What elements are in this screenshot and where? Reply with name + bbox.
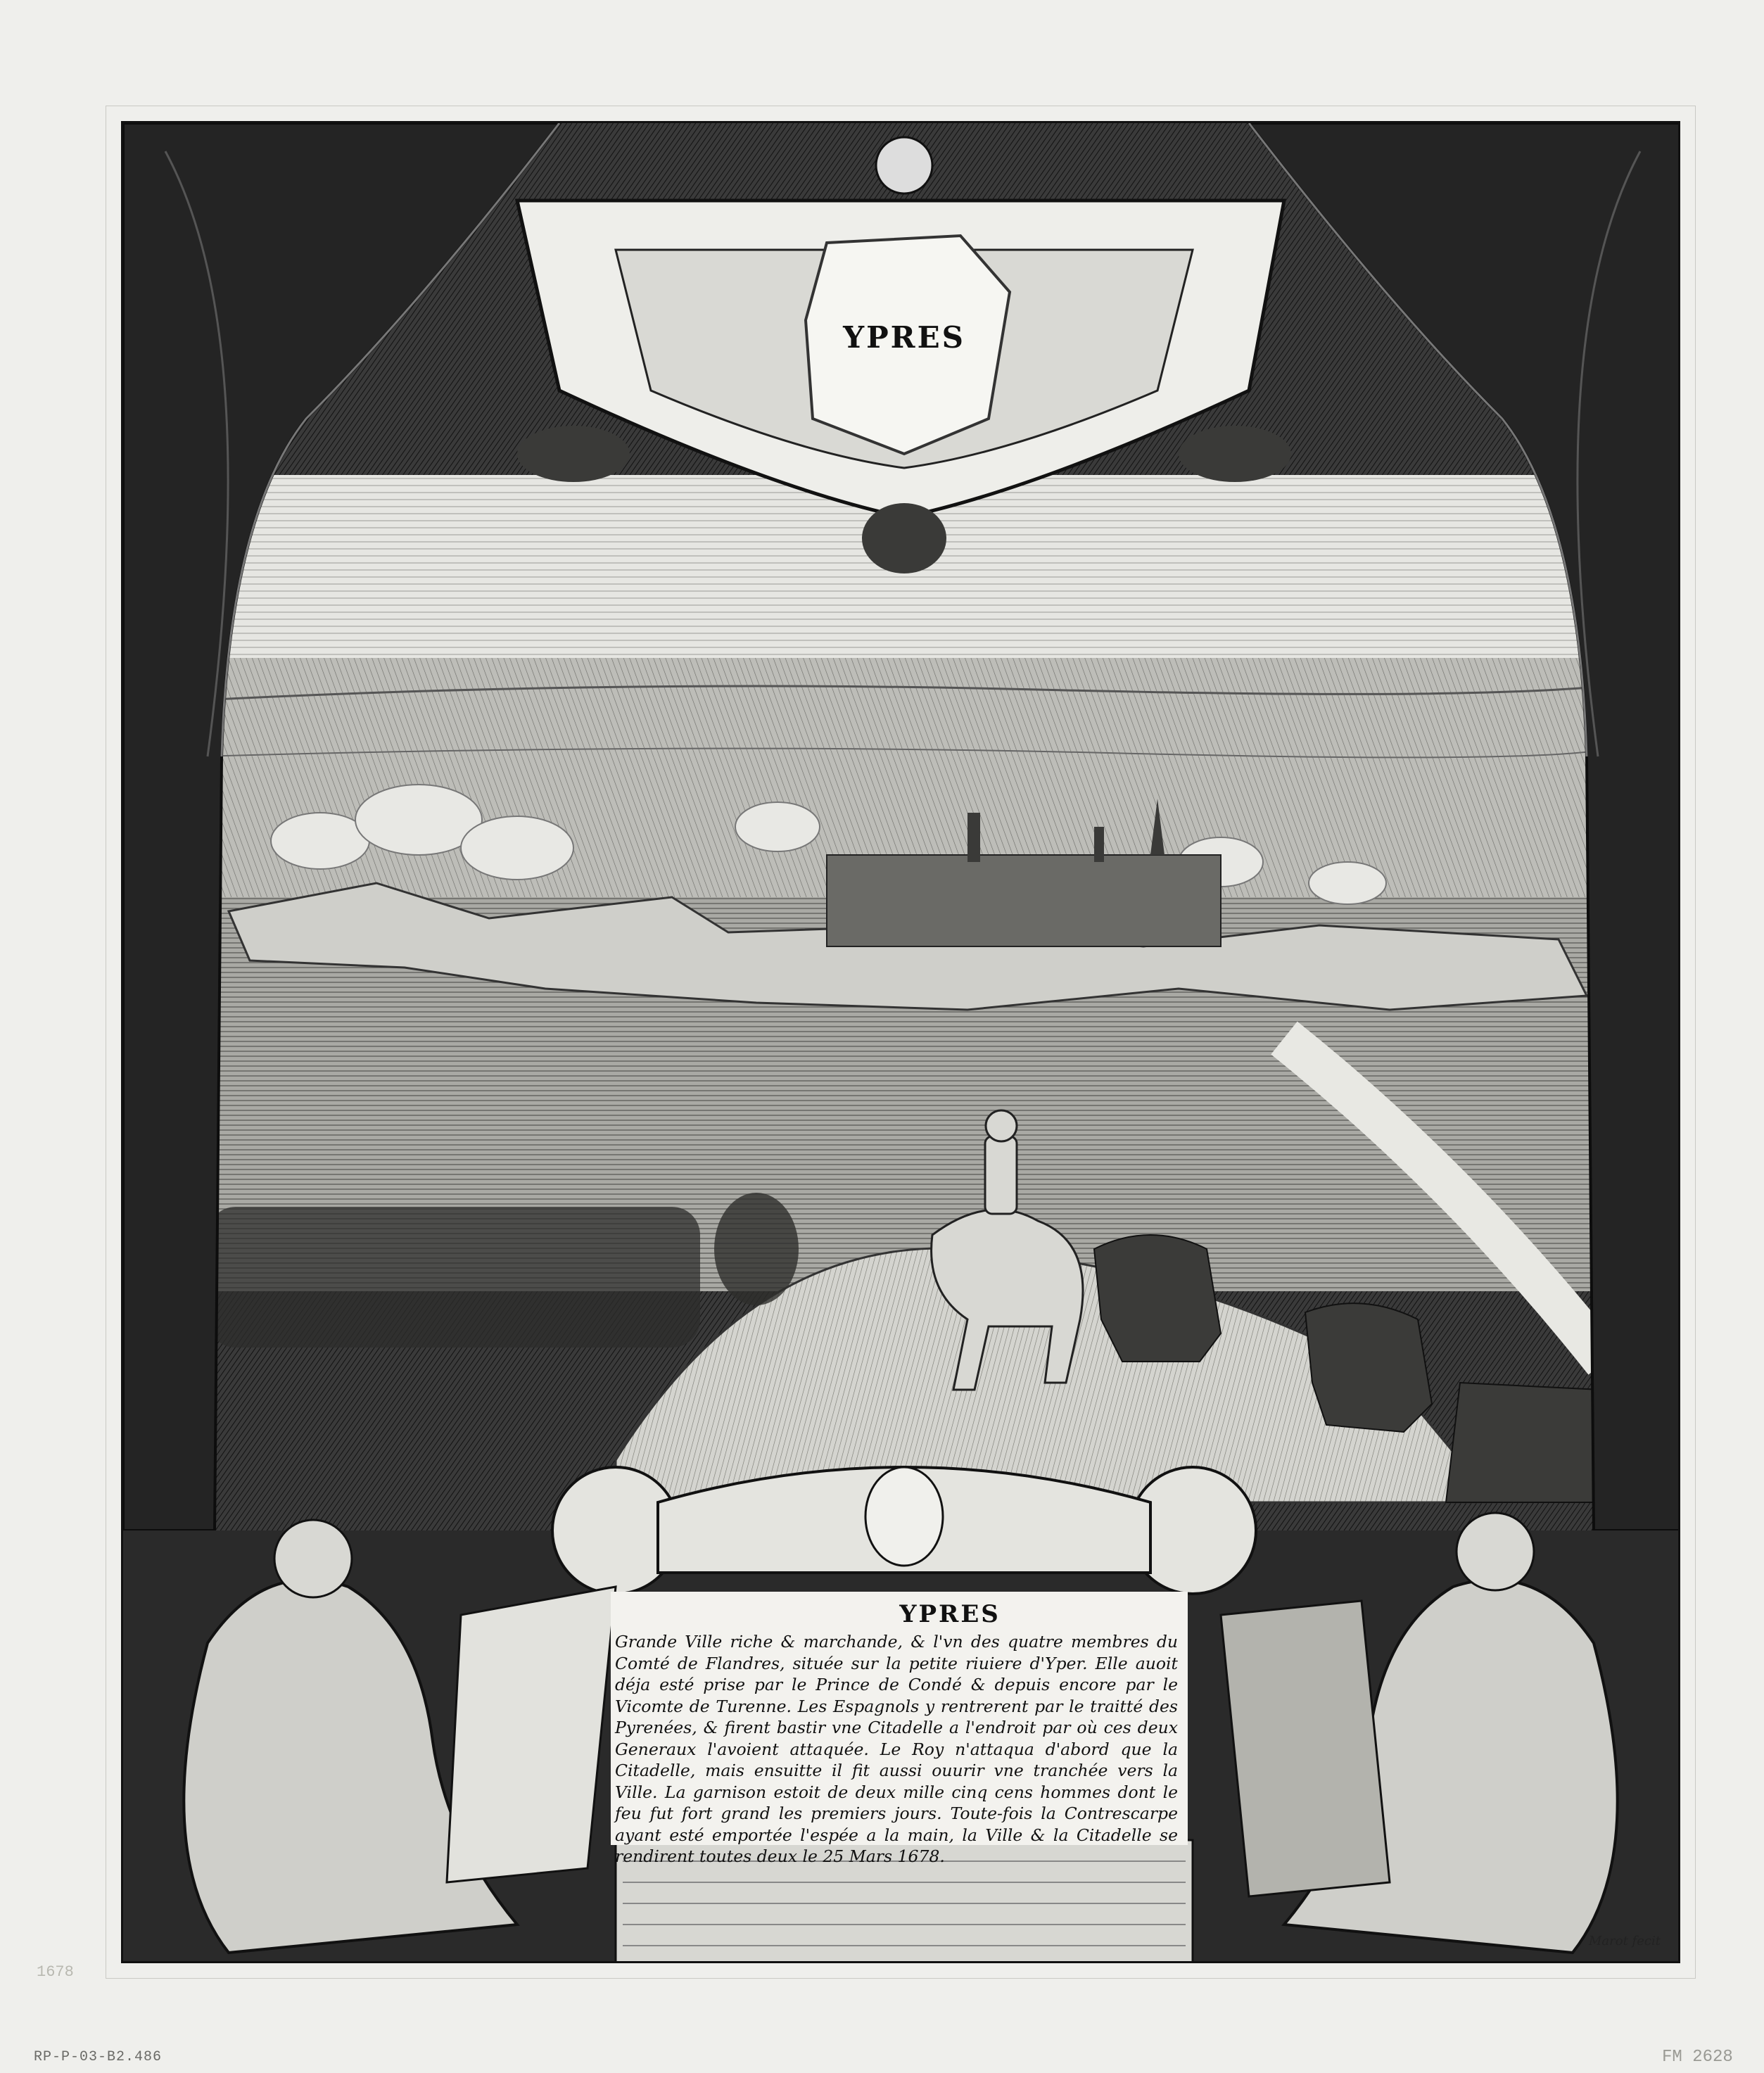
inscription-text: Grande Ville riche & marchande, & l'vn des quatre membres du Comté de Flandres, située sur la petite riuiere d'Yper. Elle auoit déja esté prise par le Prince de Condé & depuis encore par le Vicomte de Turenne. Les Espagnols y rentrerent par le traitté des Pyrenées, & firent bastir vne Citadelle a l'endroit par où ces deux Generaux l'avoient attaquée. Le Roy n'attaqua d'abord que la Citadelle, mais ensuitte il fit aussi ouurir vne tranchée vers la Ville. La garnison estoit de deux mille cinq cens hommes dont le feu fut fort grand les premiers jours. Toute-fois la Contrescarpe ayant esté emportée l'espée a la main, la Ville & la Citadelle se rendirent toutes deux le 25 Mars 1678. [615, 1632, 1178, 1866]
pencil-year-note: 1678 [37, 1963, 74, 1981]
cartouche-title: YPRES [843, 320, 965, 355]
engraver-signature: Marot fecit [1589, 1934, 1661, 1948]
inscription-title: YPRES [899, 1600, 1001, 1628]
inventory-mark: FM 2628 [1662, 2048, 1733, 2067]
inventory-number: RP-P-03-B2.486 [34, 2049, 163, 2065]
